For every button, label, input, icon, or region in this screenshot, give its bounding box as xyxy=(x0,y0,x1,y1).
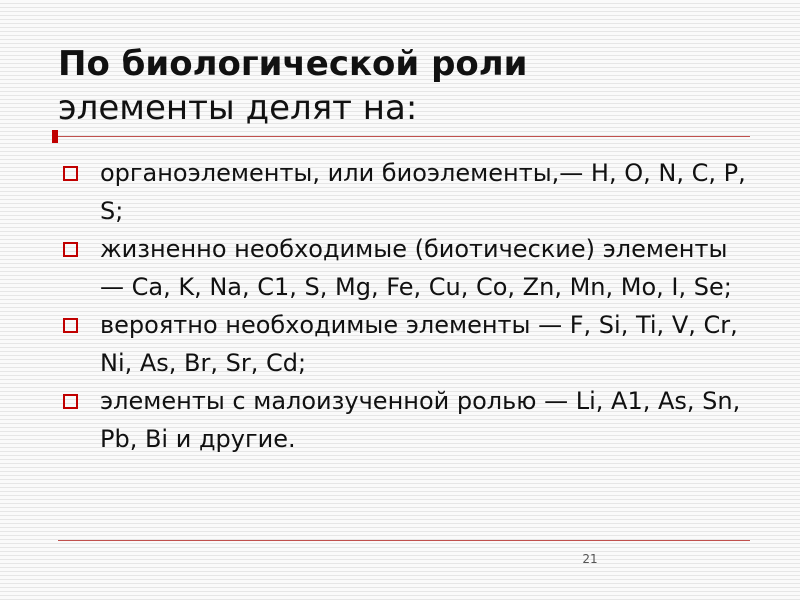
page-number: 21 xyxy=(582,552,598,566)
bullet-item xyxy=(58,382,758,458)
footer-divider xyxy=(58,540,750,541)
title-line-2: элементы делят на: xyxy=(58,88,418,128)
square-bullet-icon xyxy=(63,242,78,257)
bullet-item xyxy=(58,154,758,230)
bullet-text: жизненно необходимые (биотические) элементы — Ca, K, Na, C1, S, Mg, Fe, Cu, Co, Zn, Mn, Mo, I, Se; xyxy=(100,235,732,301)
square-bullet-icon xyxy=(63,166,78,181)
bullet-text: вероятно необходимые элементы — F, Si, Ti, V, Cr, Ni, As, Br, Sr, Cd; xyxy=(100,311,738,377)
bullet-item xyxy=(58,230,758,306)
bullet-item xyxy=(58,306,758,382)
bullet-text: органоэлементы, или биоэлементы,— H, O, N, C, P, S; xyxy=(100,159,746,225)
slide-title xyxy=(58,42,758,130)
title-line-1: По биологической роли xyxy=(58,44,528,84)
square-bullet-icon xyxy=(63,318,78,333)
bullet-text: элементы с малоизученной ролью — Li, A1, As, Sn, Pb, Bi и другие. xyxy=(100,387,741,453)
title-divider xyxy=(58,136,750,137)
bullet-list xyxy=(58,154,758,458)
square-bullet-icon xyxy=(63,394,78,409)
